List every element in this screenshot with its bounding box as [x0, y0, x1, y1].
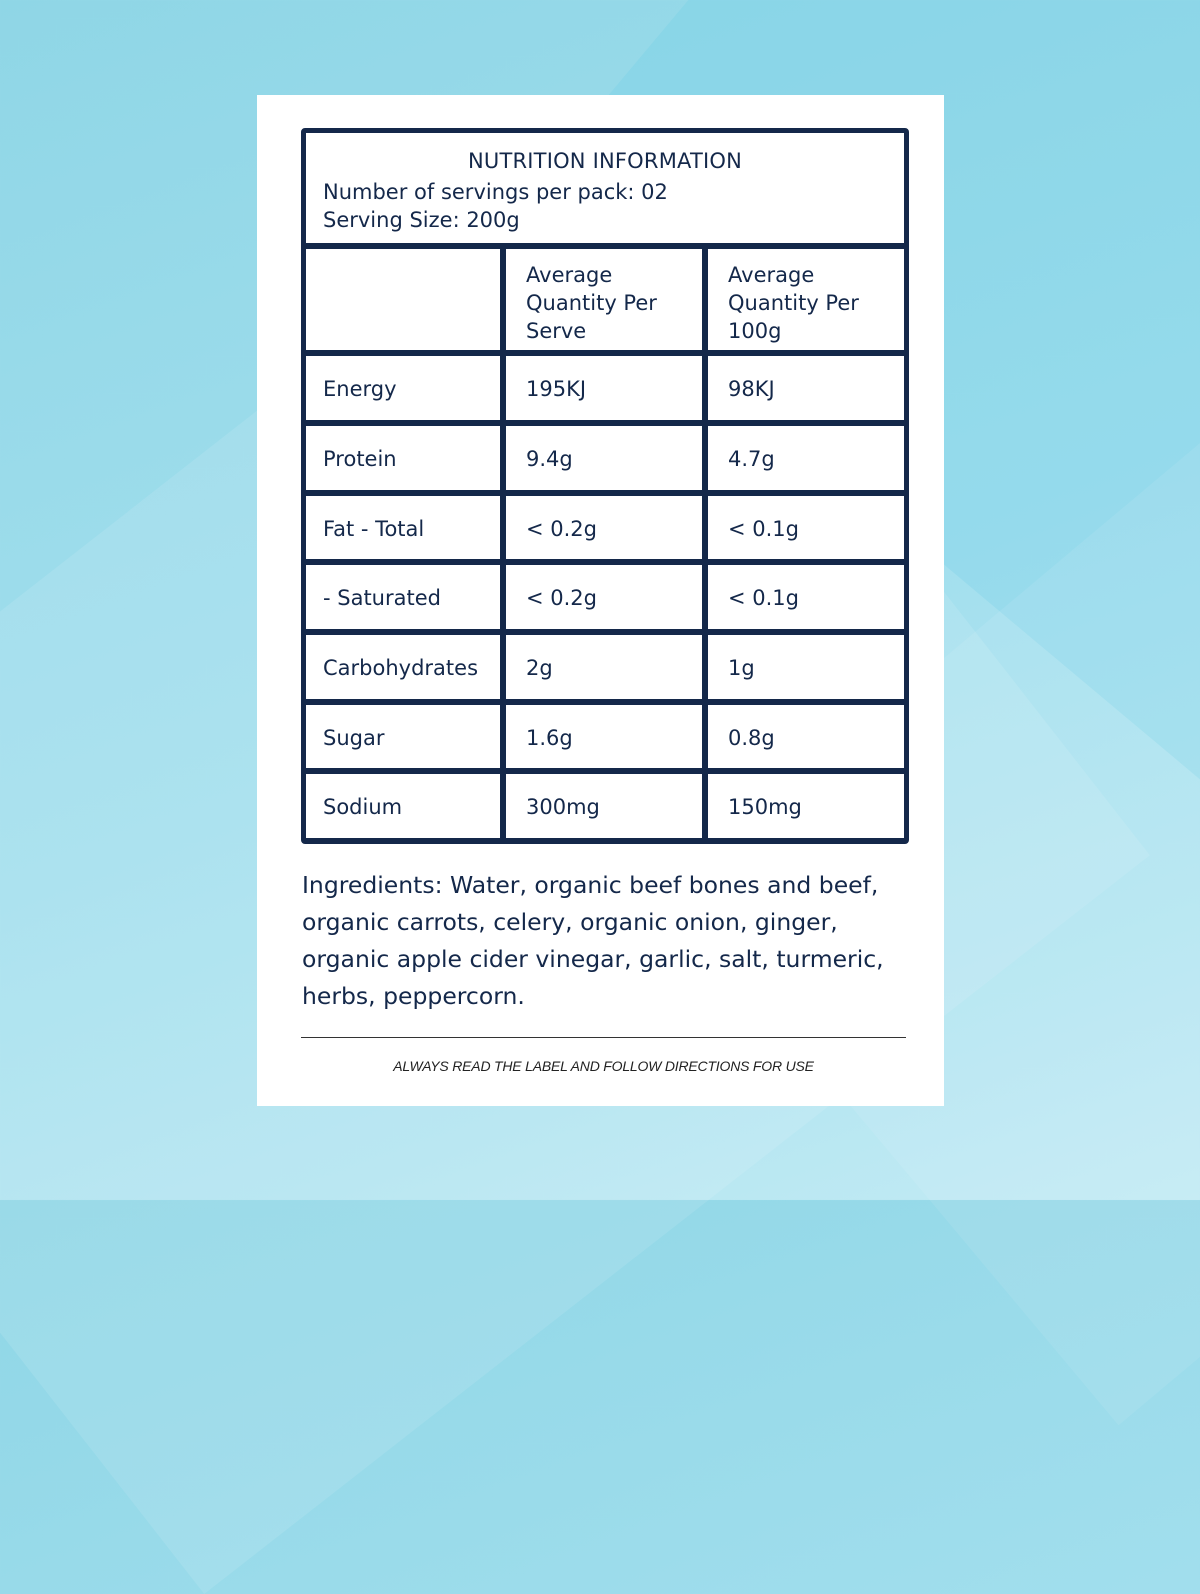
per-serve-value: 195KJ — [506, 356, 702, 420]
per-100g-value: < 0.1g — [708, 565, 904, 629]
servings-per-pack: Number of servings per pack: 02 — [323, 180, 668, 204]
per-100g-value: 0.8g — [708, 705, 904, 768]
per-serve-value: 300mg — [506, 774, 702, 838]
directions-note: ALWAYS READ THE LABEL AND FOLLOW DIRECTIONS FOR USE — [393, 1058, 814, 1074]
label-card — [257, 95, 944, 1106]
serving-size: Serving Size: 200g — [323, 208, 520, 232]
per-100g-value: 98KJ — [708, 356, 904, 420]
column-header-line: Quantity Per — [526, 291, 657, 315]
per-serve-value: 2g — [506, 635, 702, 699]
per-serve-value: 1.6g — [506, 705, 702, 768]
nutrition-header — [306, 133, 904, 243]
per-serve-value: < 0.2g — [506, 496, 702, 559]
per-serve-value: 9.4g — [506, 426, 702, 490]
nutrition-table — [301, 128, 909, 844]
per-100g-value: 150mg — [708, 774, 904, 838]
column-header-line: Average — [526, 263, 613, 287]
column-header-line: 100g — [728, 319, 782, 343]
divider — [301, 1037, 906, 1038]
ingredients-text: Ingredients: Water, organic beef bones and beef, organic carrots, celery, organic onion, ginger, organic apple cider vinegar, garlic, salt, turmeric, herbs, peppercorn. — [302, 871, 884, 1010]
column-header-line: Average — [728, 263, 815, 287]
nutrient-name: Sodium — [306, 774, 500, 838]
nutrient-name: Sugar — [306, 705, 500, 768]
nutrient-name: Carbohydrates — [306, 635, 500, 699]
column-header-per-100g — [708, 249, 904, 350]
nutrient-name: Fat - Total — [306, 496, 500, 559]
nutrient-name: Energy — [306, 356, 500, 420]
column-header-blank — [306, 249, 500, 350]
per-serve-value: < 0.2g — [506, 565, 702, 629]
nutrition-title: NUTRITION INFORMATION — [467, 149, 743, 173]
column-header-per-serve — [506, 249, 702, 350]
per-100g-value: 1g — [708, 635, 904, 699]
nutrient-name: - Saturated — [306, 565, 500, 629]
column-header-line: Quantity Per — [728, 291, 859, 315]
nutrient-name: Protein — [306, 426, 500, 490]
per-100g-value: < 0.1g — [708, 496, 904, 559]
column-header-line: Serve — [526, 319, 587, 343]
per-100g-value: 4.7g — [708, 426, 904, 490]
